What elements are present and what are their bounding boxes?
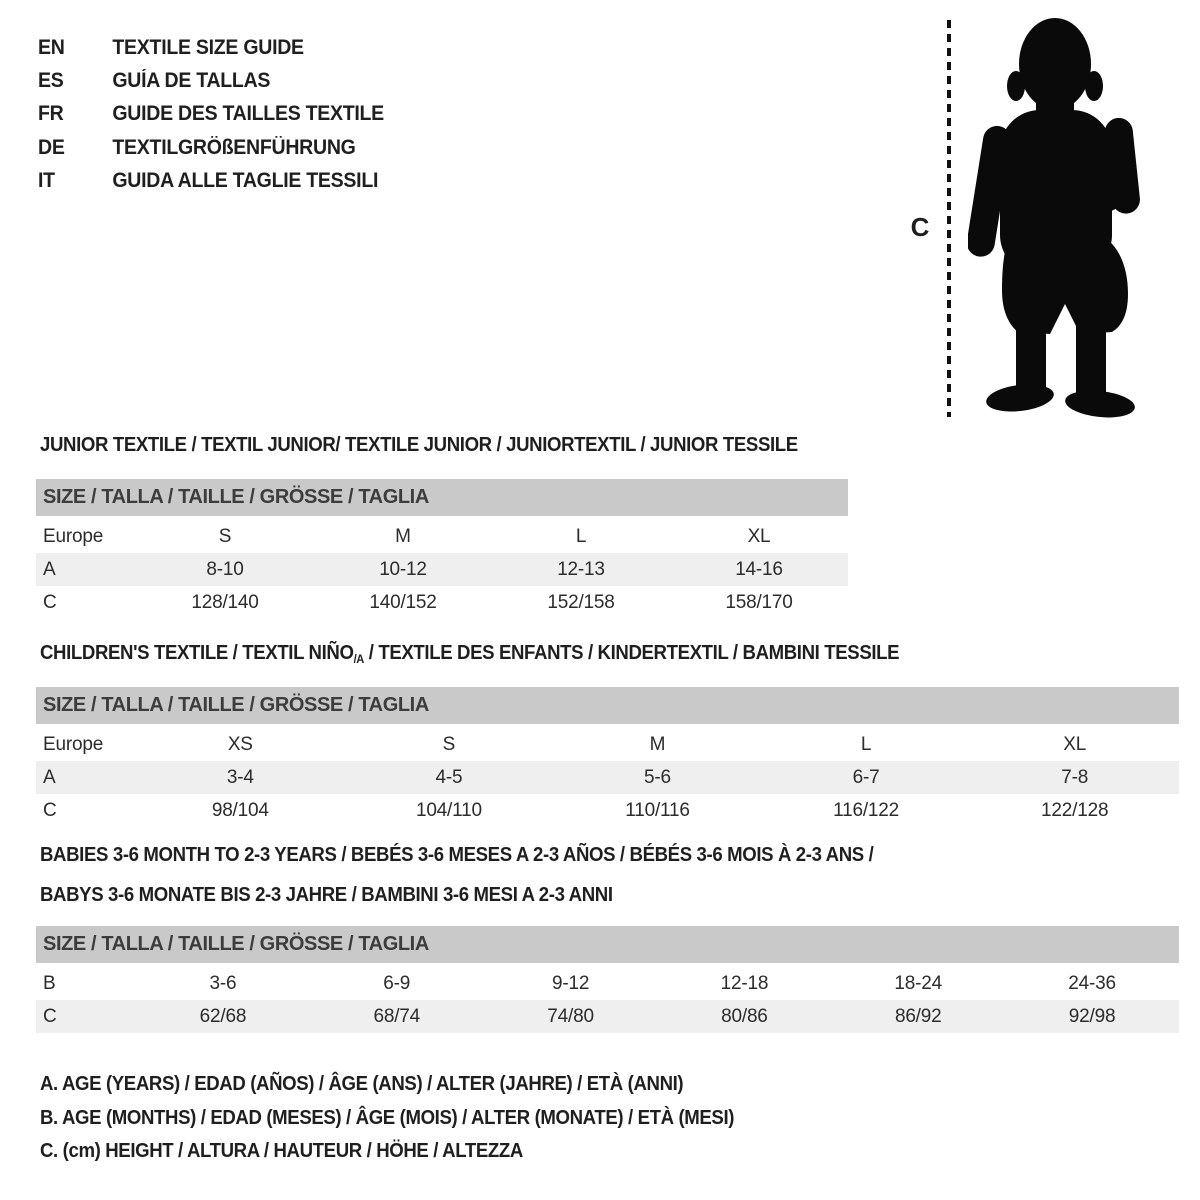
table-row-age <box>36 761 1179 794</box>
table-row-height <box>36 794 1179 827</box>
cell: XS <box>227 733 253 755</box>
lang-title: TEXTILGRÖßENFÜHRUNG <box>112 135 356 159</box>
cell: 12-18 <box>720 972 769 994</box>
cell: 122/128 <box>1041 799 1109 821</box>
cell: 4-5 <box>345 761 554 794</box>
cell: 98/104 <box>211 799 269 821</box>
cell: 158/170 <box>725 591 793 613</box>
babies-section-title-line2: BABYS 3-6 MONATE BIS 2-3 JAHRE / BAMBINI 3-6 MESI A 2-3 ANNI <box>40 884 613 906</box>
cell: 9-12 <box>551 972 590 994</box>
cell: 80/86 <box>657 1000 831 1033</box>
lang-row-de <box>38 131 384 164</box>
toddler-silhouette-icon <box>968 14 1146 420</box>
children-size-table <box>36 687 1179 827</box>
row-label: A <box>36 761 136 794</box>
lang-row-es <box>38 64 384 97</box>
row-label: B <box>43 972 56 994</box>
legend-block <box>40 1068 786 1168</box>
cell: 5-6 <box>553 761 762 794</box>
lang-code: EN <box>38 35 65 59</box>
lang-row-it <box>38 165 384 198</box>
cell: 140/152 <box>369 591 437 613</box>
cell: 116/122 <box>833 799 900 821</box>
cell: 6-9 <box>383 972 411 994</box>
children-title-subscript: /A <box>353 652 364 666</box>
row-label: Europe <box>43 733 104 755</box>
table-row-europe <box>36 726 1179 761</box>
cell: 3-4 <box>136 761 345 794</box>
cell: 92/98 <box>1005 1000 1179 1033</box>
children-title-part1: CHILDREN'S TEXTILE / TEXTIL NIÑO <box>40 642 354 664</box>
lang-title: GUÍA DE TALLAS <box>112 69 271 93</box>
row-label: C <box>43 591 57 613</box>
cell: S <box>442 733 456 755</box>
cell: 18-24 <box>894 972 943 994</box>
size-table-header: SIZE / TALLA / TAILLE / GRÖSSE / TAGLIA <box>36 926 1179 965</box>
cell: 68/74 <box>310 1000 484 1033</box>
cell: 6-7 <box>762 761 971 794</box>
height-measure-label: C <box>910 212 930 242</box>
language-title-block <box>38 31 410 198</box>
cell: 24-36 <box>1068 972 1116 994</box>
lang-title: GUIDE DES TAILLES TEXTILE <box>112 102 384 126</box>
lang-code: ES <box>38 69 64 93</box>
lang-title: TEXTILE SIZE GUIDE <box>112 35 304 59</box>
table-row-height <box>36 586 848 619</box>
legend-line-c <box>40 1135 734 1168</box>
cell: M <box>395 525 411 547</box>
cell: 74/80 <box>484 1000 658 1033</box>
cell: 3-6 <box>209 972 237 994</box>
cell: XL <box>1063 733 1087 755</box>
row-label: C <box>36 1000 136 1033</box>
legend-line-b <box>40 1101 734 1134</box>
children-section-title <box>40 642 899 666</box>
table-row-months <box>36 965 1179 1000</box>
table-row-europe <box>36 518 848 553</box>
children-title-part2: / TEXTILE DES ENFANTS / KINDERTEXTIL / BAMBINI TESSILE <box>363 642 900 664</box>
cell: 8-10 <box>136 553 314 586</box>
cell: 14-16 <box>670 553 848 586</box>
cell: M <box>649 733 666 755</box>
cell: L <box>575 525 587 547</box>
lang-code: FR <box>38 102 64 126</box>
babies-section-title-line1: BABIES 3-6 MONTH TO 2-3 YEARS / BEBÉS 3-6 MESES A 2-3 AÑOS / BÉBÉS 3-6 MOIS À 2-3 ANS / <box>40 844 874 866</box>
row-label: A <box>36 553 136 586</box>
lang-code: IT <box>38 169 55 193</box>
size-table-header: SIZE / TALLA / TAILLE / GRÖSSE / TAGLIA <box>36 687 1179 726</box>
cell: 104/110 <box>415 799 482 821</box>
legend-text: B. AGE (MONTHS) / EDAD (MESES) / ÂGE (MOIS) / ALTER (MONATE) / ETÀ (MESI) <box>40 1106 735 1129</box>
lang-row-en <box>38 31 384 64</box>
size-table-header: SIZE / TALLA / TAILLE / GRÖSSE / TAGLIA <box>36 479 848 518</box>
legend-text: A. AGE (YEARS) / EDAD (AÑOS) / ÂGE (ANS) / ALTER (JAHRE) / ETÀ (ANNI) <box>40 1073 684 1096</box>
height-measure-dashed-line <box>947 20 951 417</box>
cell: 62/68 <box>136 1000 310 1033</box>
cell: L <box>860 733 872 755</box>
cell: 152/158 <box>547 591 615 613</box>
junior-section-title: JUNIOR TEXTILE / TEXTIL JUNIOR/ TEXTILE JUNIOR / JUNIORTEXTIL / JUNIOR TESSILE <box>40 434 798 456</box>
cell: 110/116 <box>625 799 690 821</box>
lang-title: GUIDA ALLE TAGLIE TESSILI <box>112 169 379 193</box>
cell: 86/92 <box>831 1000 1005 1033</box>
table-row-height <box>36 1000 1179 1033</box>
babies-size-table <box>36 926 1179 1033</box>
cell: S <box>218 525 232 547</box>
legend-line-a <box>40 1068 734 1101</box>
row-label: C <box>43 799 57 821</box>
lang-code: DE <box>38 135 65 159</box>
cell: XL <box>747 525 771 547</box>
junior-size-table <box>36 479 848 619</box>
row-label: Europe <box>43 525 104 547</box>
cell: 12-13 <box>492 553 670 586</box>
cell: 10-12 <box>314 553 492 586</box>
legend-text: C. (cm) HEIGHT / ALTURA / HAUTEUR / HÖHE / ALTEZZA <box>40 1139 523 1162</box>
table-row-age <box>36 553 848 586</box>
lang-row-fr <box>38 98 384 131</box>
cell: 128/140 <box>191 591 259 613</box>
cell: 7-8 <box>970 761 1179 794</box>
